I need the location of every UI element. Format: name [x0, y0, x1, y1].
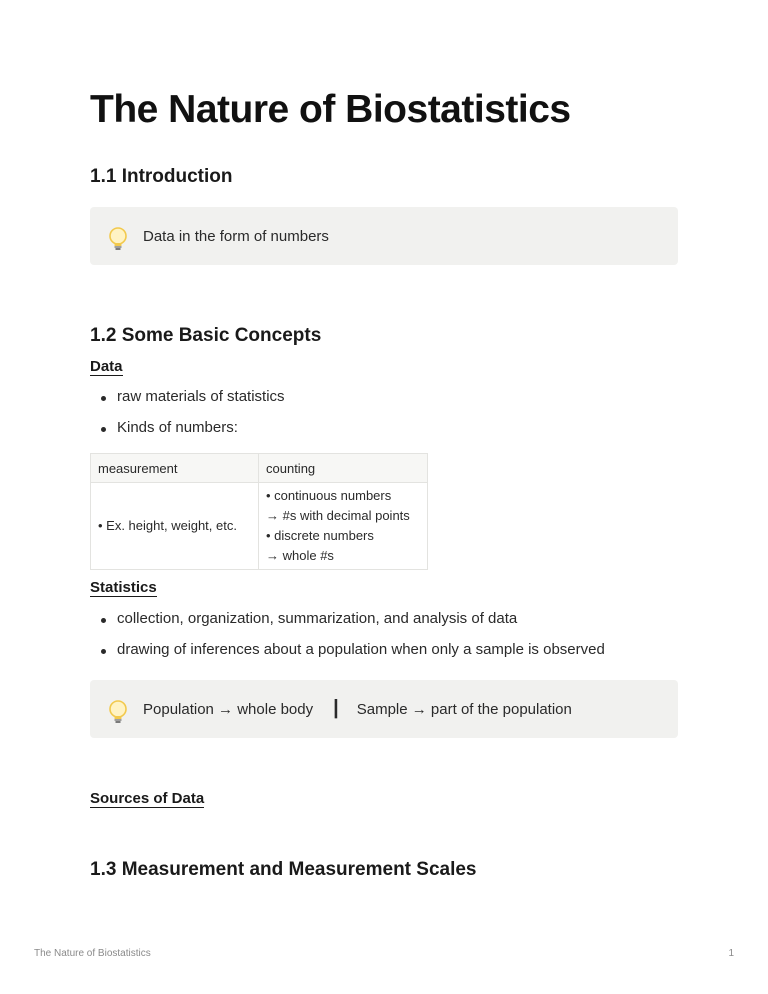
page-title: The Nature of Biostatistics: [90, 88, 571, 131]
section-heading-measurement: 1.3 Measurement and Measurement Scales: [90, 859, 477, 880]
table-cell-measurement: • Ex. height, weight, etc.: [91, 483, 259, 570]
lightbulb-icon: [108, 227, 128, 253]
section-heading-introduction: 1.1 Introduction: [90, 166, 233, 187]
table-cell-counting: [259, 483, 428, 570]
cell-line: • discrete numbers: [266, 528, 374, 543]
table-header-row: [91, 454, 428, 483]
data-bullet-list: [90, 386, 285, 448]
section-heading-basic-concepts: 1.2 Some Basic Concepts: [90, 325, 322, 346]
table-header-measurement: measurement: [91, 454, 259, 483]
cell-line: • continuous numbers: [266, 488, 392, 503]
footer-doc-title: The Nature of Biostatistics: [34, 948, 151, 959]
callout-text: Data in the form of numbers: [143, 227, 329, 245]
cell-line: → whole #s: [266, 548, 334, 563]
lightbulb-icon: [108, 700, 128, 726]
list-item: collection, organization, summarization, and analysis of data: [90, 608, 605, 639]
statistics-bullet-list: [90, 608, 605, 670]
callout-text-sample: Sample → part of the population: [356, 700, 572, 718]
callout-separator: |: [333, 696, 339, 719]
callout-introduction: [90, 207, 678, 265]
subheading-data: Data: [90, 358, 123, 375]
footer-page-number: 1: [728, 948, 734, 959]
table-row: [91, 483, 428, 570]
list-item: Kinds of numbers:: [90, 417, 285, 448]
list-item: drawing of inferences about a population when only a sample is observed: [90, 639, 605, 670]
table-header-counting: counting: [259, 454, 428, 483]
subheading-sources-of-data: Sources of Data: [90, 790, 205, 807]
kinds-of-numbers-table: [90, 453, 428, 570]
callout-population-sample: [90, 680, 678, 738]
list-item: raw materials of statistics: [90, 386, 285, 417]
subheading-statistics: Statistics: [90, 579, 157, 596]
cell-line: → #s with decimal points: [266, 508, 410, 523]
callout-text-population: Population → whole body: [143, 700, 314, 718]
